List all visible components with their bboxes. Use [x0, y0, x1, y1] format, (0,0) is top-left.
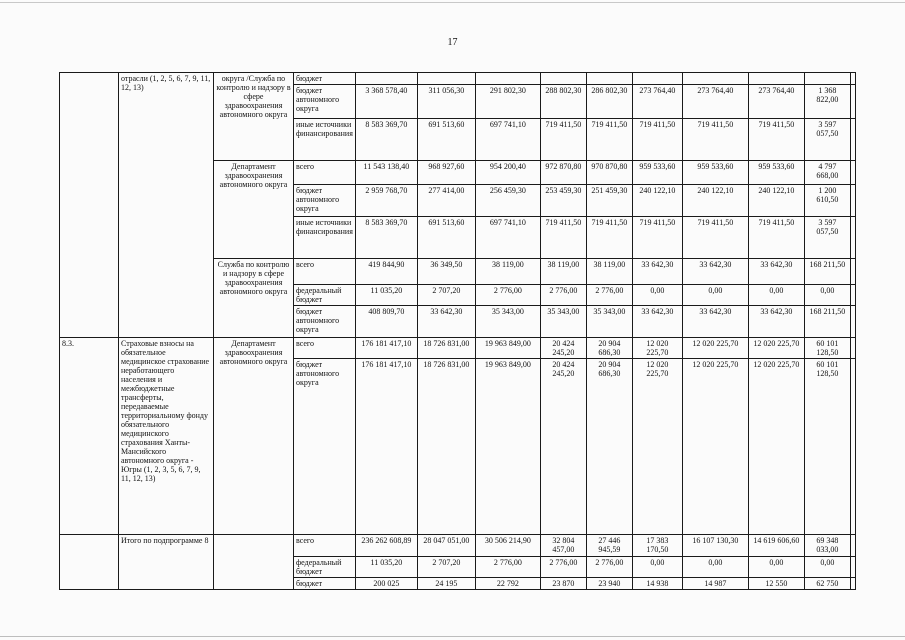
source-cell: всего: [294, 338, 356, 359]
source-cell: всего: [294, 535, 356, 557]
amount-cell: 719 411,50: [586, 119, 632, 161]
amount-cell: 419 844,90: [355, 259, 417, 285]
amount-cell: 240 122,10: [632, 185, 682, 217]
amount-cell: 19 963 849,00: [475, 338, 540, 359]
amount-cell: 8 583 369,70: [355, 119, 417, 161]
amount-cell: [850, 285, 855, 306]
scan-edge-top: [0, 2, 905, 3]
amount-cell: 33 642,30: [417, 306, 475, 338]
source-cell: бюджет автономного округа: [294, 85, 356, 119]
amount-cell: 0,00: [804, 285, 850, 306]
amount-cell: 719 411,50: [586, 217, 632, 259]
amount-cell: 18 726 831,00: [417, 338, 475, 359]
amount-cell: 38 119,00: [586, 259, 632, 285]
amount-cell: 32 804 457,00: [540, 535, 586, 557]
amount-cell: 719 411,50: [632, 217, 682, 259]
source-cell: бюджет автономного округа: [294, 185, 356, 217]
row-number-cell: 8.3.: [60, 338, 119, 535]
amount-cell: 23 870: [540, 578, 586, 590]
amount-cell: 311 056,30: [417, 85, 475, 119]
amount-cell: 17 383 170,50: [632, 535, 682, 557]
amount-cell: [850, 306, 855, 338]
amount-cell: 2 776,00: [475, 285, 540, 306]
amount-cell: 697 741,10: [475, 217, 540, 259]
amount-cell: 253 459,30: [540, 185, 586, 217]
amount-cell: 288 802,30: [540, 85, 586, 119]
amount-cell: 12 020 225,70: [632, 338, 682, 359]
amount-cell: 240 122,10: [682, 185, 748, 217]
table-row: [60, 535, 856, 557]
activity-cell: Итого по подпрограмме 8: [119, 535, 214, 590]
executor-cell: Служба по контролю и надзору в сфере здравоохранения автономного округа: [214, 259, 294, 338]
amount-cell: [417, 73, 475, 85]
amount-cell: 3 368 578,40: [355, 85, 417, 119]
amount-cell: 273 764,40: [682, 85, 748, 119]
amount-cell: 20 424 245,20: [540, 338, 586, 359]
source-cell: бюджет автономного округа: [294, 306, 356, 338]
amount-cell: 62 750: [804, 578, 850, 590]
amount-cell: 60 101 128,50: [804, 359, 850, 535]
amount-cell: 14 987: [682, 578, 748, 590]
table-row: [60, 338, 856, 359]
amount-cell: [632, 73, 682, 85]
amount-cell: 236 262 608,89: [355, 535, 417, 557]
amount-cell: 251 459,30: [586, 185, 632, 217]
amount-cell: 11 543 138,40: [355, 161, 417, 185]
amount-cell: 697 741,10: [475, 119, 540, 161]
amount-cell: 954 200,40: [475, 161, 540, 185]
amount-cell: 3 597 057,50: [804, 217, 850, 259]
amount-cell: 33 642,30: [682, 259, 748, 285]
executor-cell: Департамент здравоохранения автономного округа: [214, 161, 294, 259]
amount-cell: 959 533,60: [682, 161, 748, 185]
amount-cell: 33 642,30: [748, 259, 804, 285]
table-row: [60, 73, 856, 85]
source-cell: бюджет: [294, 73, 356, 85]
amount-cell: [586, 73, 632, 85]
amount-cell: 719 411,50: [632, 119, 682, 161]
amount-cell: 959 533,60: [748, 161, 804, 185]
amount-cell: 719 411,50: [682, 119, 748, 161]
amount-cell: 240 122,10: [748, 185, 804, 217]
amount-cell: 2 776,00: [475, 557, 540, 578]
amount-cell: 18 726 831,00: [417, 359, 475, 535]
amount-cell: 2 707,20: [417, 285, 475, 306]
amount-cell: 33 642,30: [632, 306, 682, 338]
amount-cell: 719 411,50: [748, 119, 804, 161]
source-cell: всего: [294, 259, 356, 285]
amount-cell: 959 533,60: [632, 161, 682, 185]
amount-cell: 24 195: [417, 578, 475, 590]
amount-cell: [850, 73, 855, 85]
amount-cell: [850, 119, 855, 161]
activity-cell: Страховые взносы на обязательное медицинское страхование неработающего населения и межбюджетные трансферты, передаваемые территориальному фонду обязательного медицинского страхования Ханты-Мансийского автономного округа - Югры (1, 2, 3, 5, 6, 7, 9, 11, 12, 13): [119, 338, 214, 535]
amount-cell: 0,00: [748, 285, 804, 306]
amount-cell: 36 349,50: [417, 259, 475, 285]
source-cell: федеральный бюджет: [294, 285, 356, 306]
amount-cell: 35 343,00: [475, 306, 540, 338]
amount-cell: 28 047 051,00: [417, 535, 475, 557]
amount-cell: 0,00: [682, 557, 748, 578]
amount-cell: [804, 73, 850, 85]
amount-cell: 0,00: [632, 285, 682, 306]
activity-cell: отрасли (1, 2, 5, 6, 7, 9, 11, 12, 13): [119, 73, 214, 338]
amount-cell: 972 870,80: [540, 161, 586, 185]
amount-cell: 35 343,00: [540, 306, 586, 338]
executor-cell: [214, 535, 294, 590]
source-cell: федеральный бюджет: [294, 557, 356, 578]
amount-cell: 273 764,40: [632, 85, 682, 119]
amount-cell: [850, 359, 855, 535]
amount-cell: 0,00: [748, 557, 804, 578]
amount-cell: 60 101 128,50: [804, 338, 850, 359]
amount-cell: 273 764,40: [748, 85, 804, 119]
amount-cell: 38 119,00: [475, 259, 540, 285]
amount-cell: 8 583 369,70: [355, 217, 417, 259]
amount-cell: 176 181 417,10: [355, 338, 417, 359]
amount-cell: 20 904 686,30: [586, 359, 632, 535]
scan-edge-bottom: [0, 636, 905, 637]
amount-cell: 291 802,30: [475, 85, 540, 119]
amount-cell: 2 959 768,70: [355, 185, 417, 217]
amount-cell: 286 802,30: [586, 85, 632, 119]
amount-cell: [850, 557, 855, 578]
amount-cell: [850, 259, 855, 285]
amount-cell: 12 020 225,70: [682, 338, 748, 359]
amount-cell: 0,00: [804, 557, 850, 578]
amount-cell: 277 414,00: [417, 185, 475, 217]
amount-cell: 968 927,60: [417, 161, 475, 185]
amount-cell: 33 642,30: [682, 306, 748, 338]
amount-cell: 168 211,50: [804, 306, 850, 338]
amount-cell: [355, 73, 417, 85]
amount-cell: 1 368 822,00: [804, 85, 850, 119]
amount-cell: 176 181 417,10: [355, 359, 417, 535]
row-number-cell: [60, 535, 119, 590]
amount-cell: 22 792: [475, 578, 540, 590]
amount-cell: 3 597 057,50: [804, 119, 850, 161]
executor-cell: округа /Служба по контролю и надзору в сфере здравоохранения автономного округа: [214, 73, 294, 161]
source-cell: иные источники финансирования: [294, 119, 356, 161]
amount-cell: 23 940: [586, 578, 632, 590]
amount-cell: [850, 578, 855, 590]
source-cell: бюджет автономного округа: [294, 359, 356, 535]
amount-cell: 2 776,00: [586, 285, 632, 306]
amount-cell: 408 809,70: [355, 306, 417, 338]
amount-cell: 2 776,00: [586, 557, 632, 578]
amount-cell: 38 119,00: [540, 259, 586, 285]
amount-cell: 719 411,50: [540, 217, 586, 259]
amount-cell: 30 506 214,90: [475, 535, 540, 557]
amount-cell: 35 343,00: [586, 306, 632, 338]
amount-cell: [850, 161, 855, 185]
amount-cell: 12 020 225,70: [748, 359, 804, 535]
amount-cell: [850, 185, 855, 217]
amount-cell: 27 446 945,59: [586, 535, 632, 557]
source-cell: всего: [294, 161, 356, 185]
page-number: 17: [447, 37, 458, 48]
amount-cell: 2 776,00: [540, 557, 586, 578]
amount-cell: 1 200 610,50: [804, 185, 850, 217]
amount-cell: [475, 73, 540, 85]
budget-table: [59, 72, 856, 590]
amount-cell: [540, 73, 586, 85]
row-number-cell: [60, 73, 119, 338]
amount-cell: [850, 85, 855, 119]
amount-cell: 0,00: [632, 557, 682, 578]
amount-cell: 11 035,20: [355, 557, 417, 578]
amount-cell: 33 642,30: [748, 306, 804, 338]
amount-cell: 200 025: [355, 578, 417, 590]
amount-cell: 33 642,30: [632, 259, 682, 285]
amount-cell: [850, 535, 855, 557]
amount-cell: 0,00: [682, 285, 748, 306]
amount-cell: [682, 73, 748, 85]
source-cell: бюджет: [294, 578, 356, 590]
executor-cell: Департамент здравоохранения автономного округа: [214, 338, 294, 535]
amount-cell: 256 459,30: [475, 185, 540, 217]
amount-cell: 12 020 225,70: [748, 338, 804, 359]
amount-cell: 20 424 245,20: [540, 359, 586, 535]
amount-cell: [850, 338, 855, 359]
amount-cell: 2 707,20: [417, 557, 475, 578]
amount-cell: 719 411,50: [682, 217, 748, 259]
amount-cell: 12 020 225,70: [632, 359, 682, 535]
amount-cell: 691 513,60: [417, 119, 475, 161]
amount-cell: 719 411,50: [748, 217, 804, 259]
amount-cell: 970 870,80: [586, 161, 632, 185]
amount-cell: 719 411,50: [540, 119, 586, 161]
amount-cell: 14 938: [632, 578, 682, 590]
amount-cell: [850, 217, 855, 259]
amount-cell: 20 904 686,30: [586, 338, 632, 359]
amount-cell: [748, 73, 804, 85]
amount-cell: 4 797 668,00: [804, 161, 850, 185]
amount-cell: 16 107 130,30: [682, 535, 748, 557]
amount-cell: 69 348 033,00: [804, 535, 850, 557]
amount-cell: 2 776,00: [540, 285, 586, 306]
amount-cell: 19 963 849,00: [475, 359, 540, 535]
amount-cell: 12 020 225,70: [682, 359, 748, 535]
source-cell: иные источники финансирования: [294, 217, 356, 259]
amount-cell: 12 550: [748, 578, 804, 590]
amount-cell: 691 513,60: [417, 217, 475, 259]
amount-cell: 14 619 606,60: [748, 535, 804, 557]
amount-cell: 11 035,20: [355, 285, 417, 306]
amount-cell: 168 211,50: [804, 259, 850, 285]
